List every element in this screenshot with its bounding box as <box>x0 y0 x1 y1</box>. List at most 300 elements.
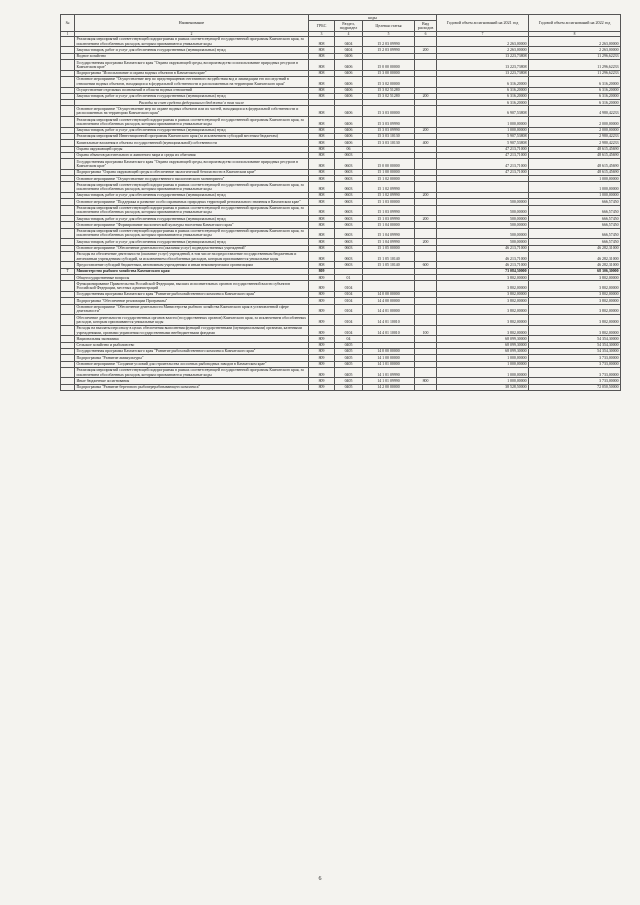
row-grbs: 808 <box>309 182 335 193</box>
row-grbs: 809 <box>309 348 335 354</box>
row-vol2022: 54 354,30000 <box>529 342 621 348</box>
row-section: 0603 <box>335 251 363 262</box>
row-name: Основное мероприятие "Обеспечение деятельности (оказания услуг) подведомственных учреждений" <box>75 245 309 251</box>
row-vol2022: 11 296,62233 <box>529 70 621 76</box>
row-exp-type <box>415 159 437 170</box>
row-exp-type <box>415 76 437 87</box>
row-vol2021: 68 099,30000 <box>437 342 529 348</box>
table-row <box>61 304 621 315</box>
row-vol2022: 666,57450 <box>529 216 621 222</box>
row-vol2021: 6 316,20000 <box>437 93 529 99</box>
row-target: 15 2 03 09990 <box>363 36 415 47</box>
row-grbs: 809 <box>309 336 335 342</box>
row-vol2021 <box>437 182 529 193</box>
row-vol2022: 2 980,42233 <box>529 133 621 139</box>
row-section: 0603 <box>335 152 363 158</box>
row-vol2022: 6 316,20000 <box>529 76 621 87</box>
row-name: Основное мероприятие "Создание условий для строительства лососевых рыбоводных заводов в Камчатском крае" <box>75 361 309 367</box>
row-grbs: 808 <box>309 76 335 87</box>
row-name: Основное мероприятие "Поддержка и развитие особо охраняемых природных территорий регионального значения в Камчатском крае" <box>75 199 309 205</box>
row-section: 0406 <box>335 60 363 71</box>
row-name: Государственная программа Камчатского края "Развитие рыбохозяйственного комплекса Камчатского края" <box>75 291 309 297</box>
row-grbs: 808 <box>309 169 335 175</box>
row-vol2022: 3 802,00000 <box>529 275 621 281</box>
row-section: 0603 <box>335 192 363 198</box>
row-section: 01 <box>335 275 363 281</box>
row-section: 0603 <box>335 262 363 268</box>
row-section: 0405 <box>335 342 363 348</box>
row-grbs: 809 <box>309 367 335 378</box>
row-vol2022: 6 316,20000 <box>529 100 621 106</box>
row-target: 15 3 03 10130 <box>363 140 415 146</box>
row-target: 14 4 01 10010 <box>363 315 415 326</box>
row-name: Реализация мероприятий соответствующей подпрограммы в рамках соответствующей государственной программы Камчатского края, за исключением обособленных расходов, которым присваиваются уникальные коды <box>75 36 309 47</box>
row-section: 0406 <box>335 93 363 99</box>
row-vol2021: 68 099,30000 <box>437 336 529 342</box>
col-header-vol2021: Годовой объем ассигнований на 2021 год <box>437 15 529 32</box>
row-target: 15 1 03 00000 <box>363 199 415 205</box>
row-name: Национальная экономика <box>75 336 309 342</box>
row-name: Расходы на обеспечение деятельности (оказание услуг) учреждений, в том числе на предоставление государственным бюджетным и автономным учреждениям субсидий, за исключением обособленных расходов, которым присваиваются уникальные коды <box>75 251 309 262</box>
row-exp-type: 200 <box>415 192 437 198</box>
table-row <box>61 106 621 117</box>
row-vol2021: 3 802,00000 <box>437 275 529 281</box>
row-vol2022: 2 263,00000 <box>529 47 621 53</box>
row-grbs: 809 <box>309 355 335 361</box>
row-section: 0603 <box>335 159 363 170</box>
row-name: Закупка товаров, работ и услуг для обеспечения государственных (муниципальных) нужд <box>75 93 309 99</box>
row-exp-type <box>415 281 437 292</box>
row-vol2022: 48 615,45690 <box>529 159 621 170</box>
row-vol2021: 3 802,00000 <box>437 291 529 297</box>
row-name: Основное мероприятие "Осуществление государственного экологического мониторинга" <box>75 176 309 182</box>
row-grbs: 808 <box>309 47 335 53</box>
row-number <box>61 304 75 315</box>
row-number <box>61 182 75 193</box>
row-section: 0406 <box>335 133 363 139</box>
row-grbs: 808 <box>309 53 335 59</box>
row-target: 15 1 05 10140 <box>363 262 415 268</box>
row-name: Осуществление отдельных полномочий в области водных отношений <box>75 87 309 93</box>
row-target: 15 1 04 09990 <box>363 228 415 239</box>
row-vol2022: 666,57450 <box>529 199 621 205</box>
row-grbs: 808 <box>309 222 335 228</box>
row-section: 0405 <box>335 367 363 378</box>
row-target: 14 1 01 00000 <box>363 361 415 367</box>
row-vol2022: 4 980,42233 <box>529 106 621 117</box>
row-target: 15 1 05 00000 <box>363 245 415 251</box>
row-vol2021: 46 213,71000 <box>437 245 529 251</box>
row-grbs: 809 <box>309 291 335 297</box>
row-vol2021: 6 316,20000 <box>437 100 529 106</box>
row-grbs: 808 <box>309 199 335 205</box>
row-grbs: 809 <box>309 268 335 274</box>
row-name: Государственная программа Камчатского края "Охрана окружающей среды, воспроизводство и использование природных ресурсов в Камчатском крае" <box>75 159 309 170</box>
row-exp-type <box>415 384 437 390</box>
row-name: Основное мероприятие "Осуществление мер по охране водных объектов или их частей, находящихся в федеральной собственности и расположенных на территории Камчатского края" <box>75 106 309 117</box>
row-vol2022: 2 000,00000 <box>529 117 621 128</box>
table-row <box>61 367 621 378</box>
row-name: Общегосударственные вопросы <box>75 275 309 281</box>
row-number <box>61 325 75 336</box>
column-index: 7 <box>437 31 529 36</box>
row-name: Закупка товаров, работ и услуг для обеспечения государственных (муниципальных) нужд <box>75 239 309 245</box>
row-vol2021: 500,00000 <box>437 228 529 239</box>
row-target: 15 1 03 09990 <box>363 205 415 216</box>
table-row <box>61 251 621 262</box>
row-section: 0603 <box>335 182 363 193</box>
row-vol2021: 1 000,00000 <box>437 378 529 384</box>
row-name: Обеспечение деятельности государственных органов власти (государственных органов) Камчатского края, за исключением обособленных расходов, которым присваиваются уникальные коды <box>75 315 309 326</box>
row-grbs: 809 <box>309 384 335 390</box>
budget-table <box>60 14 621 391</box>
row-vol2021: 47 213,71000 <box>437 159 529 170</box>
row-exp-type <box>415 304 437 315</box>
row-target: 15 1 03 09990 <box>363 216 415 222</box>
row-vol2022: 6 316,20000 <box>529 87 621 93</box>
row-vol2022: 68 306,30000 <box>529 268 621 274</box>
col-header-name: Наименование <box>75 15 309 32</box>
row-grbs: 808 <box>309 133 335 139</box>
table-row <box>61 76 621 87</box>
row-grbs: 808 <box>309 140 335 146</box>
row-grbs: 808 <box>309 70 335 76</box>
row-vol2022: 3 802,00000 <box>529 291 621 297</box>
row-section: 0406 <box>335 70 363 76</box>
row-vol2022: 666,57450 <box>529 222 621 228</box>
col-header-section: Раздел, подраздел <box>335 21 363 32</box>
row-target: 15 1 00 00000 <box>363 169 415 175</box>
row-vol2021: 1 000,00000 <box>437 367 529 378</box>
row-exp-type <box>415 117 437 128</box>
row-vol2021: 38 528,50000 <box>437 384 529 390</box>
row-vol2021: 500,00000 <box>437 199 529 205</box>
row-name: Реализация мероприятий соответствующей подпрограммы в рамках соответствующей государственной программы Камчатского края, за исключением обособленных расходов, которым присваиваются уникальные коды <box>75 228 309 239</box>
table-row <box>61 36 621 47</box>
row-vol2021: 47 213,71000 <box>437 169 529 175</box>
row-section: 0406 <box>335 140 363 146</box>
row-vol2022: 54 354,30000 <box>529 348 621 354</box>
row-vol2022: 2 263,00000 <box>529 36 621 47</box>
col-header-no: № <box>61 15 75 32</box>
row-grbs: 809 <box>309 304 335 315</box>
row-section: 0404 <box>335 36 363 47</box>
row-vol2022: 11 296,62233 <box>529 60 621 71</box>
row-exp-type: 600 <box>415 262 437 268</box>
row-grbs: 809 <box>309 378 335 384</box>
table-row <box>61 315 621 326</box>
row-target: 15 0 00 00000 <box>363 60 415 71</box>
row-grbs: 808 <box>309 106 335 117</box>
row-vol2021: 13 223,73808 <box>437 70 529 76</box>
row-vol2022: 3 733,00000 <box>529 367 621 378</box>
row-grbs: 809 <box>309 361 335 367</box>
row-grbs: 808 <box>309 251 335 262</box>
row-vol2022: 2 980,42233 <box>529 140 621 146</box>
row-vol2022: 3 802,00000 <box>529 325 621 336</box>
row-target: 15 1 02 09990 <box>363 192 415 198</box>
row-section: 0405 <box>335 378 363 384</box>
row-target: 15 1 02 00000 <box>363 176 415 182</box>
row-grbs: 808 <box>309 146 335 152</box>
row-vol2022: 3 802,00000 <box>529 304 621 315</box>
row-vol2021: 6 316,20000 <box>437 76 529 87</box>
row-target: 14 4 01 00000 <box>363 304 415 315</box>
row-exp-type <box>415 228 437 239</box>
row-target: 15 1 02 09990 <box>363 182 415 193</box>
row-vol2022: 666,57450 <box>529 228 621 239</box>
col-header-codes: коды <box>309 15 437 21</box>
row-name: Водное хозяйство <box>75 53 309 59</box>
row-vol2022: 46 282,31000 <box>529 262 621 268</box>
row-vol2022: 72 050,50000 <box>529 384 621 390</box>
row-name: Расходы за счет средств федерального бюджета/ в том числе <box>75 100 309 106</box>
row-vol2021: 2 263,00000 <box>437 47 529 53</box>
row-name: Государственная программа Камчатского края "Охрана окружающей среды, воспроизводство и использование природных ресурсов в Камчатском крае" <box>75 60 309 71</box>
row-grbs: 808 <box>309 87 335 93</box>
table-row <box>61 117 621 128</box>
row-vol2021: 1 000,00000 <box>437 355 529 361</box>
row-name: Основное мероприятие "Обеспечение деятельности Министерства рыбного хозяйства Камчатского края в установленной сфере деятельности" <box>75 304 309 315</box>
row-name: Реализация мероприятий соответствующей подпрограммы в рамках соответствующей государственной программы Камчатского края, за исключением обособленных расходов, которым присваиваются уникальные коды <box>75 182 309 193</box>
row-vol2022: 48 615,45690 <box>529 169 621 175</box>
row-grbs: 808 <box>309 117 335 128</box>
row-number <box>61 367 75 378</box>
row-number <box>61 228 75 239</box>
row-number <box>61 251 75 262</box>
row-grbs: 808 <box>309 127 335 133</box>
column-index: 5 <box>363 31 415 36</box>
row-vol2021: 5 907,53808 <box>437 133 529 139</box>
table-row <box>61 228 621 239</box>
row-section: 0603 <box>335 216 363 222</box>
row-target: 14 0 00 00000 <box>363 291 415 297</box>
row-vol2021: 6 907,53808 <box>437 106 529 117</box>
row-section: 0104 <box>335 298 363 304</box>
table-row <box>61 325 621 336</box>
row-number <box>61 281 75 292</box>
row-name: Основное мероприятие "Формирование экологической культуры населения Камчатского края" <box>75 222 309 228</box>
row-target: 14 1 00 00000 <box>363 355 415 361</box>
row-grbs: 809 <box>309 281 335 292</box>
row-exp-type <box>415 205 437 216</box>
table-row <box>61 281 621 292</box>
row-exp-type: 800 <box>415 378 437 384</box>
row-target: 14 1 01 09990 <box>363 367 415 378</box>
row-name: Иные бюджетные ассигнования <box>75 378 309 384</box>
row-name: Сельское хозяйство и рыболовство <box>75 342 309 348</box>
row-exp-type <box>415 367 437 378</box>
row-exp-type <box>415 182 437 193</box>
row-grbs: 808 <box>309 176 335 182</box>
row-vol2022: 2 000,00000 <box>529 127 621 133</box>
row-vol2021: 47 213,71000 <box>437 146 529 152</box>
column-index: 1 <box>61 31 75 36</box>
row-exp-type: 200 <box>415 127 437 133</box>
table-row <box>61 60 621 71</box>
row-vol2022: 1 000,00000 <box>529 176 621 182</box>
row-target: 15 1 05 10140 <box>363 251 415 262</box>
row-vol2021: 6 316,20000 <box>437 87 529 93</box>
row-number <box>61 315 75 326</box>
row-target: 15 3 00 00000 <box>363 70 415 76</box>
row-name: Министерство рыбного хозяйства Камчатского края <box>75 268 309 274</box>
row-grbs: 809 <box>309 342 335 348</box>
row-name: Функционирование Правительства Российской Федерации, высших исполнительных органов государственной власти субъектов Российской Федерации, местных администраций <box>75 281 309 292</box>
row-section: 06 <box>335 146 363 152</box>
row-number <box>61 36 75 47</box>
row-name: Подпрограмма "Охрана окружающей среды и обеспечение экологической безопасности в Камчатском крае" <box>75 169 309 175</box>
row-exp-type: 200 <box>415 239 437 245</box>
row-grbs: 809 <box>309 275 335 281</box>
row-target: 15 3 02 51280 <box>363 93 415 99</box>
row-target: 15 3 03 09990 <box>363 117 415 128</box>
row-vol2021: 47 213,71000 <box>437 152 529 158</box>
row-target: 15 3 03 09990 <box>363 127 415 133</box>
row-grbs: 808 <box>309 262 335 268</box>
row-section: 0603 <box>335 205 363 216</box>
row-vol2021: 68 099,30000 <box>437 348 529 354</box>
row-section: 0603 <box>335 176 363 182</box>
row-vol2021: 3 802,00000 <box>437 298 529 304</box>
row-name: Закупка товаров, работ и услуг для обеспечения государственных (муниципальных) нужд <box>75 47 309 53</box>
row-number <box>61 106 75 117</box>
row-number <box>61 384 75 390</box>
row-name: Охрана объектов растительного и животного мира и среды их обитания <box>75 152 309 158</box>
row-section: 0104 <box>335 281 363 292</box>
table-row <box>61 159 621 170</box>
row-number <box>61 60 75 71</box>
row-grbs: 808 <box>309 192 335 198</box>
row-name: Реализация мероприятий соответствующей подпрограммы в рамках соответствующей государственной программы Камчатского края, за исключением обособленных расходов, которым присваиваются уникальные коды <box>75 117 309 128</box>
row-vol2022: 6 316,20000 <box>529 93 621 99</box>
row-grbs: 808 <box>309 159 335 170</box>
row-vol2021: 3 802,00000 <box>437 281 529 292</box>
row-exp-type <box>415 251 437 262</box>
row-vol2022: 1 000,00000 <box>529 182 621 193</box>
row-exp-type <box>415 36 437 47</box>
column-index: 8 <box>529 31 621 36</box>
row-section: 0104 <box>335 325 363 336</box>
row-target: 15 2 03 09990 <box>363 47 415 53</box>
row-vol2021: 13 223,73808 <box>437 60 529 71</box>
row-grbs: 808 <box>309 239 335 245</box>
row-name: Подпрограмма "Развитие берегового рыбоперерабатывающего комплекса" <box>75 384 309 390</box>
row-name: Подпрограмма "Обеспечение реализации Программы" <box>75 298 309 304</box>
row-vol2022: 3 802,00000 <box>529 281 621 292</box>
row-vol2022: 3 802,00000 <box>529 298 621 304</box>
row-section: 0405 <box>335 384 363 390</box>
row-vol2022: 3 733,00000 <box>529 378 621 384</box>
row-vol2021: 500,00000 <box>437 239 529 245</box>
row-vol2021: 500,00000 <box>437 222 529 228</box>
table-row <box>61 384 621 390</box>
row-number <box>61 205 75 216</box>
row-section: 0406 <box>335 117 363 128</box>
row-target: 15 3 02 00000 <box>363 76 415 87</box>
row-exp-type <box>415 60 437 71</box>
row-target: 15 3 03 00000 <box>363 106 415 117</box>
row-number <box>61 159 75 170</box>
row-target: 15 1 04 09990 <box>363 239 415 245</box>
row-grbs: 809 <box>309 315 335 326</box>
row-vol2021: 1 000,00000 <box>437 127 529 133</box>
row-vol2022: 666,57450 <box>529 239 621 245</box>
row-grbs: 809 <box>309 325 335 336</box>
row-section: 04 <box>335 336 363 342</box>
column-index: 6 <box>415 31 437 36</box>
row-target: 15 1 04 00000 <box>363 222 415 228</box>
row-name: Реализация мероприятий соответствующей подпрограммы в рамках соответствующей государственной программы Камчатского края, за исключением обособленных расходов, которым присваиваются уникальные коды <box>75 205 309 216</box>
row-section: 0603 <box>335 239 363 245</box>
col-header-exp-type: Вид расходов <box>415 21 437 32</box>
col-header-grbs: ГРБС <box>309 21 335 32</box>
row-grbs: 808 <box>309 60 335 71</box>
row-exp-type <box>415 106 437 117</box>
row-name: Реализация мероприятий Инвестиционной программы Камчатского края (за исключением субсидий местным бюджетам) <box>75 133 309 139</box>
row-name: Охрана окружающей среды <box>75 146 309 152</box>
row-vol2021: 5 907,53808 <box>437 140 529 146</box>
row-section: 0404 <box>335 47 363 53</box>
row-vol2022: 3 802,00000 <box>529 315 621 326</box>
row-name: Подпрограмма "Использование и охрана водных объектов в Камчатском крае" <box>75 70 309 76</box>
row-vol2022: 11 296,62233 <box>529 53 621 59</box>
row-section: 0406 <box>335 127 363 133</box>
row-name: Основное мероприятие "Осуществление мер по предотвращению негативного воздействия вод и ликвидации его последствий в отношении водных объектов, находящихся в федеральной собственности и расположенных на территории Камчатского края" <box>75 76 309 87</box>
row-section: 0603 <box>335 169 363 175</box>
row-vol2021: 13 223,73808 <box>437 53 529 59</box>
row-exp-type: 200 <box>415 216 437 222</box>
table-body <box>61 36 621 390</box>
row-vol2021: 1 000,00000 <box>437 361 529 367</box>
row-target: 14 0 00 00000 <box>363 348 415 354</box>
row-vol2022: 46 282,31000 <box>529 245 621 251</box>
row-grbs: 808 <box>309 216 335 222</box>
col-header-vol2022: Годовой объем ассигнований на 2022 год <box>529 15 621 32</box>
row-vol2022: 3 733,00000 <box>529 361 621 367</box>
row-exp-type: 100 <box>415 325 437 336</box>
row-vol2021: 3 802,00000 <box>437 325 529 336</box>
row-name: Капитальные вложения в объекты государственной (муниципальной) собственности <box>75 140 309 146</box>
row-section: 0405 <box>335 348 363 354</box>
row-vol2022: 48 615,45690 <box>529 146 621 152</box>
row-section: 0406 <box>335 106 363 117</box>
row-target: 15 3 03 10130 <box>363 133 415 139</box>
row-grbs: 808 <box>309 93 335 99</box>
row-section: 0104 <box>335 304 363 315</box>
row-section: 0406 <box>335 87 363 93</box>
row-vol2021: 1 000,00000 <box>437 117 529 128</box>
row-exp-type: 400 <box>415 140 437 146</box>
row-section: 0603 <box>335 222 363 228</box>
row-grbs: 808 <box>309 205 335 216</box>
table-row <box>61 205 621 216</box>
table-row <box>61 182 621 193</box>
row-grbs: 808 <box>309 228 335 239</box>
col-header-target: Целевая статья <box>363 21 415 32</box>
row-vol2021: 500,00000 <box>437 205 529 216</box>
row-section: 0406 <box>335 76 363 87</box>
row-vol2022: 54 354,30000 <box>529 336 621 342</box>
row-grbs: 808 <box>309 36 335 47</box>
row-section: 0405 <box>335 361 363 367</box>
row-section: 0406 <box>335 53 363 59</box>
row-vol2021: 500,00000 <box>437 216 529 222</box>
row-target: 14 1 01 09990 <box>363 378 415 384</box>
row-grbs: 808 <box>309 152 335 158</box>
row-name: Реализация мероприятий соответствующей подпрограммы в рамках соответствующей государственной программы Камчатского края, за исключением обособленных расходов, которым присваиваются уникальные коды <box>75 367 309 378</box>
column-index: 2 <box>75 31 309 36</box>
